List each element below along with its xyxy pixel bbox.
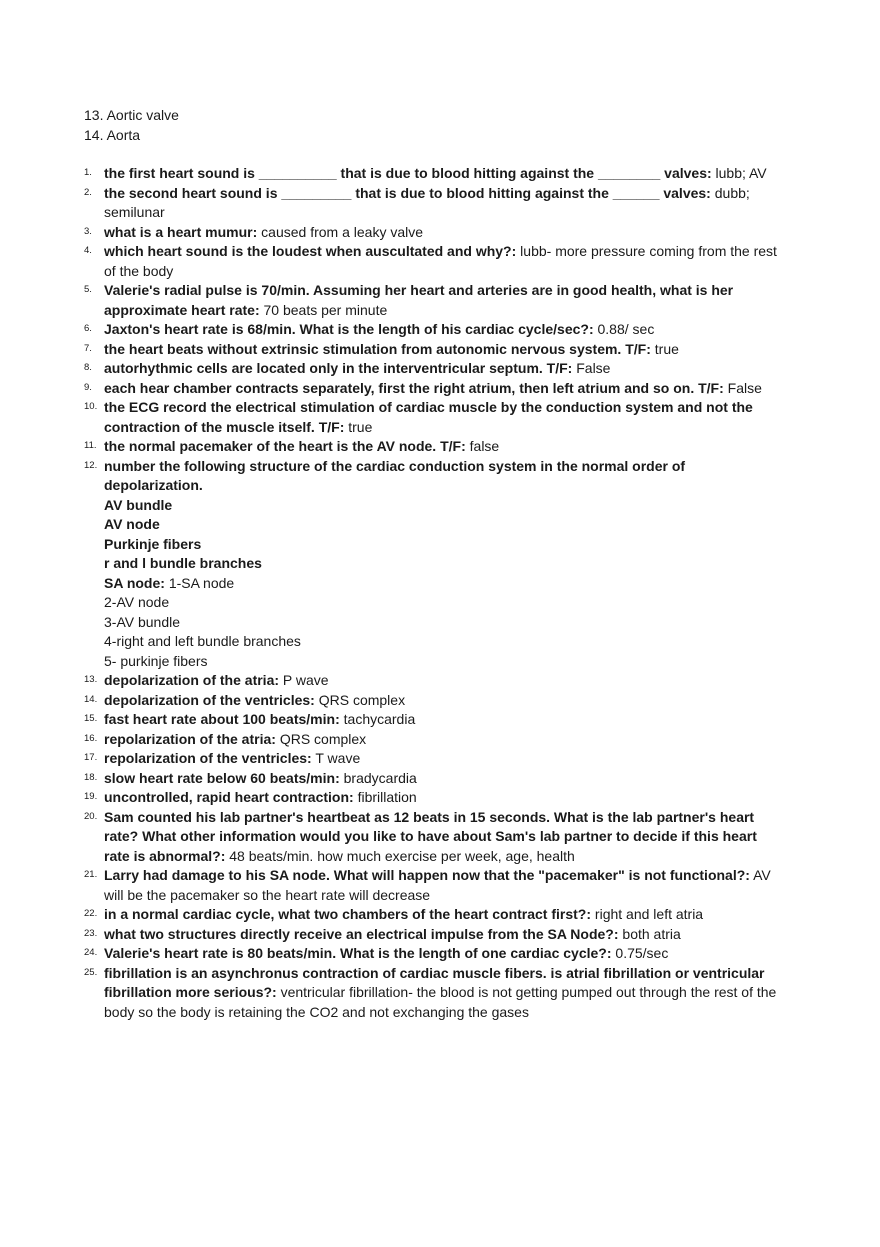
item-number: 15.: [84, 713, 98, 724]
answer-text: dubb; semilunar: [104, 184, 750, 220]
answer-line: 5- purkinje fibers: [104, 652, 208, 669]
item-number: 24.: [84, 947, 98, 958]
question-item: [84, 749, 784, 769]
question-item: [84, 866, 784, 905]
question-text: each hear chamber contracts separately, first the right atrium, then left atrium and so on. T/F:: [104, 379, 724, 396]
answer-text: bradycardia: [343, 769, 417, 786]
item-number: 22.: [84, 908, 98, 919]
question-text: number the following structure of the cardiac conduction system in the normal order of depolarization.: [104, 457, 686, 493]
item-number: 19.: [84, 791, 98, 802]
item-number: 6.: [84, 323, 92, 334]
question-item: [84, 223, 784, 243]
question-text: repolarization of the atria:: [104, 730, 276, 747]
answer-text: QRS complex: [279, 730, 367, 747]
question-item: [84, 320, 784, 340]
item-number: 21.: [84, 869, 98, 880]
answer-text: right and left atria: [594, 906, 704, 922]
question-item: [84, 769, 784, 789]
answer-text: tachycardia: [343, 711, 416, 727]
item-number: 12.: [84, 459, 98, 471]
item-number: 10.: [84, 401, 98, 412]
question-text: in a normal cardiac cycle, what two chambers of the heart contract first?:: [104, 906, 592, 922]
item-number: 23.: [84, 927, 98, 939]
question-text: uncontrolled, rapid heart contraction:: [104, 789, 354, 805]
question-item: [84, 925, 784, 945]
question-item: [84, 437, 784, 457]
question-item: [84, 340, 784, 360]
question-item: [84, 788, 784, 808]
question-text: Jaxton's heart rate is 68/min. What is the length of his cardiac cycle/sec?:: [104, 321, 594, 337]
question-text: what is a heart mumur:: [104, 223, 258, 240]
answer-line: 3-AV bundle: [104, 613, 181, 630]
question-text: depolarization of the atria:: [104, 672, 280, 688]
item-number: 2.: [84, 186, 92, 198]
answer-text: fibrillation: [357, 789, 417, 805]
pre-list-item: 14. Aorta: [84, 126, 141, 143]
question-text: the ECG record the electrical stimulation of cardiac muscle by the conduction system and not the contraction of the muscle itself. T/F:: [104, 399, 753, 435]
question-text: Sam counted his lab partner's heartbeat as 12 beats in 15 seconds. What is the lab partner's heart rate? What other information would you like to have about Sam's lab partner to decide if this heart rate is abnormal?:: [104, 808, 757, 864]
question-item: [84, 164, 784, 184]
question-item: [84, 671, 784, 691]
question-text: the second heart sound is _________ that is due to blood hitting against the ______ valves:: [104, 184, 711, 201]
item-number: 16.: [84, 732, 98, 744]
answer-text: 0.88/ sec: [597, 321, 655, 337]
answer-text: 48 beats/min. how much exercise per week, age, health: [229, 847, 575, 864]
question-item: [84, 964, 784, 1023]
item-number: 1.: [84, 167, 92, 178]
structure-item: AV bundle: [104, 496, 173, 513]
item-number: 7.: [84, 342, 92, 354]
question-text: the first heart sound is __________ that is due to blood hitting against the ________ valves:: [104, 165, 712, 181]
question-text: which heart sound is the loudest when auscultated and why?:: [104, 243, 517, 259]
question-text: the normal pacemaker of the heart is the AV node. T/F:: [104, 438, 466, 454]
answer-text: T wave: [315, 750, 361, 766]
question-text: slow heart rate below 60 beats/min:: [104, 769, 340, 786]
answer-text: False: [576, 360, 611, 376]
answer-text: AV will be the pacemaker so the heart rate will decrease: [104, 867, 771, 903]
structure-label: SA node:: [104, 574, 165, 591]
question-item: [84, 281, 784, 320]
item-number: 3.: [84, 225, 92, 237]
answer-text: true: [348, 418, 373, 435]
answer-text: lubb- more pressure coming from the rest of the body: [104, 243, 777, 279]
question-item: [84, 359, 784, 379]
structure-item-last: [104, 574, 784, 594]
item-number: 5.: [84, 284, 92, 295]
answer-text: caused from a leaky valve: [261, 223, 424, 240]
question-text: Valerie's heart rate is 80 beats/min. What is the length of one cardiac cycle?:: [104, 945, 612, 961]
answer-text: 0.75/sec: [615, 945, 669, 961]
answer-text: both atria: [622, 925, 681, 942]
question-text: what two structures directly receive an electrical impulse from the SA Node?:: [104, 925, 619, 942]
question-text: fast heart rate about 100 beats/min:: [104, 711, 340, 727]
question-item: [84, 710, 784, 730]
question-item-12: [84, 457, 784, 496]
answer-line: 2-AV node: [104, 594, 170, 610]
question-item: [84, 730, 784, 750]
question-item: [84, 944, 784, 964]
question-list: [84, 164, 784, 1022]
item-number: 8.: [84, 362, 92, 373]
answer-text: 70 beats per minute: [263, 301, 388, 318]
question-text: repolarization of the ventricles:: [104, 750, 312, 766]
item-number: 17.: [84, 752, 98, 763]
question-text: depolarization of the ventricles:: [104, 691, 315, 708]
item-number: 4.: [84, 245, 92, 256]
answer-text: QRS complex: [318, 691, 406, 708]
item-number: 20.: [84, 810, 98, 822]
question-item: [84, 398, 784, 437]
structure-item: r and l bundle branches: [104, 555, 262, 571]
answer-text: 1-SA node: [168, 574, 235, 591]
question-text: fibrillation is an asynchronus contraction of cardiac muscle fibers. is atrial fibrillation or ventricular fibrillation more serious?:: [104, 964, 765, 1000]
structure-item: AV node: [104, 516, 160, 532]
answer-text: true: [654, 340, 679, 357]
conduction-structure-list: [84, 496, 784, 672]
pre-list: [84, 106, 179, 145]
structure-item: Purkinje fibers: [104, 535, 202, 552]
question-item: [84, 905, 784, 925]
item-number: 25.: [84, 966, 98, 978]
answer-text: P wave: [282, 672, 329, 688]
question-text: Larry had damage to his SA node. What will happen now that the "pacemaker" is not functional?:: [104, 867, 750, 883]
pre-list-item: 13. Aortic valve: [84, 107, 179, 123]
question-item: [84, 808, 784, 867]
answer-text: false: [469, 438, 500, 454]
question-item: [84, 184, 784, 223]
answer-text: False: [727, 379, 762, 396]
answer-text: ventricular fibrillation- the blood is not getting pumped out through the rest of the body so the body is retaining the CO2 and not exchanging the gases: [104, 984, 777, 1020]
question-item: [84, 691, 784, 711]
answer-line: 4-right and left bundle branches: [104, 633, 301, 649]
item-number: 9.: [84, 381, 92, 393]
answer-text: lubb; AV: [715, 165, 767, 181]
question-item: [84, 242, 784, 281]
item-number: 18.: [84, 771, 98, 783]
question-text: autorhythmic cells are located only in the interventricular septum. T/F:: [104, 360, 573, 376]
question-item: [84, 379, 784, 399]
item-number: 11.: [84, 440, 97, 451]
item-number: 14.: [84, 693, 98, 705]
question-text: Valerie's radial pulse is 70/min. Assuming her heart and arteries are in good health, what is her approximate heart rate:: [104, 282, 734, 318]
item-number: 13.: [84, 674, 98, 685]
question-text: the heart beats without extrinsic stimulation from autonomic nervous system. T/F:: [104, 340, 651, 357]
